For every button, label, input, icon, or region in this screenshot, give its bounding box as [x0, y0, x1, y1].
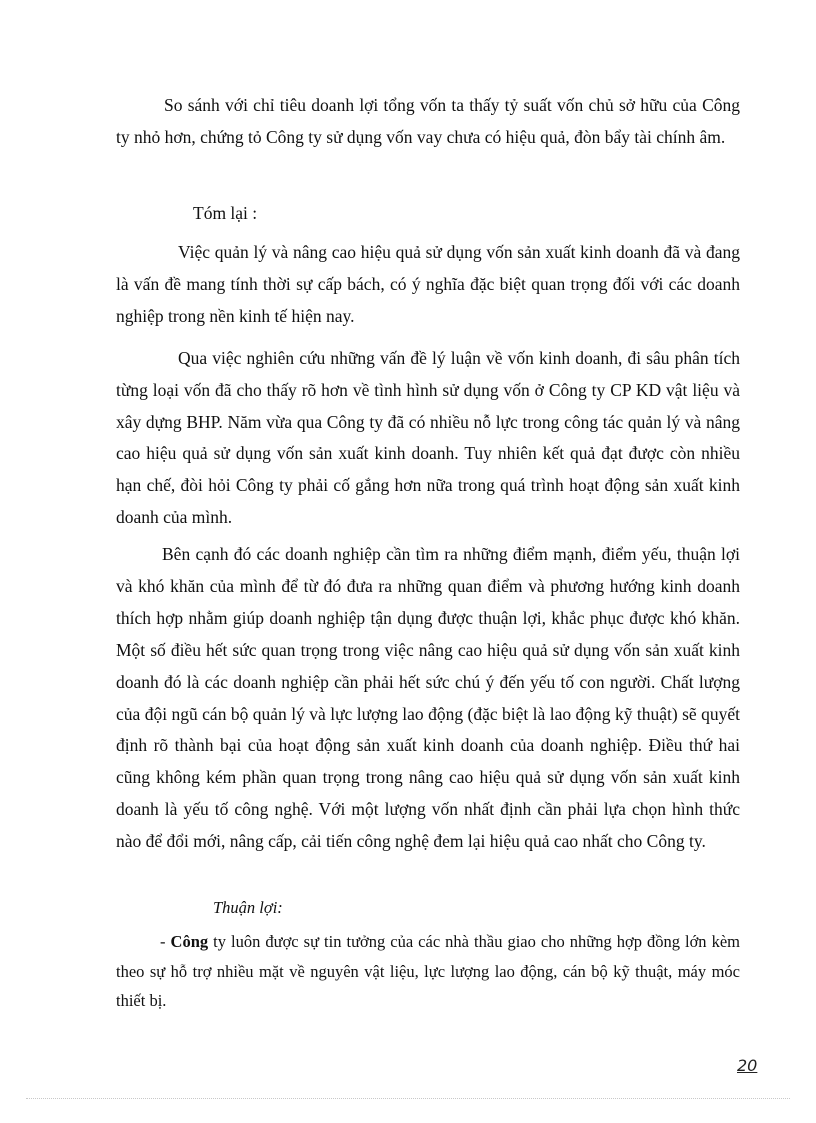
- footer-divider: [26, 1098, 790, 1099]
- bullet-advantage-1: [116, 927, 740, 1016]
- paragraph-capital-management: Việc quản lý và nâng cao hiệu quả sử dụng vốn sản xuất kinh doanh đã và đang là vấn đề mang tính thời sự cấp bách, có ý nghĩa đặc biệt quan trọng đối với các doanh nghiệp trong nền kinh tế hiện nay.: [116, 242, 740, 326]
- paragraph-research-findings: Qua việc nghiên cứu những vấn đề lý luận về vốn kinh doanh, đi sâu phân tích từng loại vốn đã cho thấy rõ hơn về tình hình sử dụng vốn ở Công ty CP KD vật liệu và xây dựng BHP. Năm vừa qua Công ty đã có nhiều nỗ lực trong công tác quản lý và nâng cao hiệu quả sử dụng vốn sản xuất kinh doanh. Tuy nhiên kết quả đạt được còn nhiều hạn chế, đòi hỏi Công ty phải cố gắng hơn nữa trong quá trình hoạt động sản xuất kinh doanh của mình.: [116, 348, 740, 527]
- page-number: 20: [737, 1056, 758, 1075]
- bullet-dash: -: [160, 932, 171, 951]
- bullet-bold-word: Công: [170, 932, 209, 951]
- bullet-text: ty luôn được sự tin tưởng của các nhà thầu giao cho những hợp đồng lớn kèm theo sự hỗ trợ nhiều mặt về nguyên vật liệu, lực lượng lao động, cán bộ kỹ thuật, máy móc thiết bị.: [116, 932, 740, 1010]
- heading-advantages: Thuận lợi:: [213, 898, 283, 917]
- paragraph-capital-comparison: So sánh với chỉ tiêu doanh lợi tổng vốn ta thấy tỷ suất vốn chủ sở hữu của Công ty nhỏ hơn, chứng tỏ Công ty sử dụng vốn vay chưa có hiệu quả, đòn bẩy tài chính âm.: [116, 95, 740, 147]
- heading-summary: Tóm lại :: [193, 203, 258, 223]
- paragraph-strengths-weaknesses: Bên cạnh đó các doanh nghiệp cần tìm ra những điểm mạnh, điểm yếu, thuận lợi và khó khăn của mình để từ đó đưa ra những quan điểm và phương hướng kinh doanh thích hợp nhằm giúp doanh nghiệp tận dụng được thuận lợi, khắc phục được khó khăn. Một số điều hết sức quan trọng trong việc nâng cao hiệu quả sử dụng vốn sản xuất kinh doanh đó là các doanh nghiệp cần phải hết sức chú ý đến yếu tố con người. Chất lượng của đội ngũ cán bộ quản lý và lực lượng lao động (đặc biệt là lao động kỹ thuật) sẽ quyết định rõ thành bại của hoạt động sản xuất kinh doanh của doanh nghiệp. Điều thứ hai cũng không kém phần quan trọng trong nâng cao hiệu quả sử dụng vốn sản xuất kinh doanh là yếu tố công nghệ. Với một lượng vốn nhất định cần phải lựa chọn hình thức nào để đổi mới, nâng cấp, cải tiến công nghệ đem lại hiệu quả cao nhất cho Công ty.: [116, 544, 740, 852]
